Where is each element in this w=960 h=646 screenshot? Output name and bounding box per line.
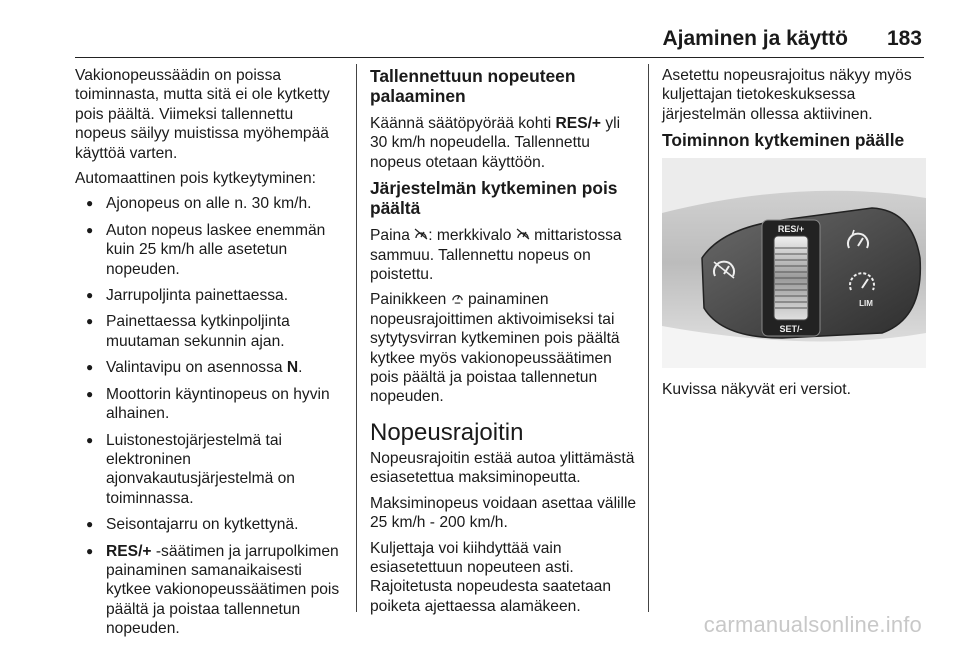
list-item: ● Luistonestojärjestelmä tai elektroninen ajonvakautusjärjestelmä on toiminnassa. <box>75 431 347 509</box>
column-divider-1 <box>356 64 357 612</box>
list-item-text: -säätimen ja jarrupolkimen painaminen samanaikaisesti kytkee vakionopeussäätimen pois päältä ja poistaa tallennetun nopeuden. <box>106 542 340 638</box>
list-item: ● Moottorin käyntinopeus on hyvin alhainen. <box>75 385 347 424</box>
res-label: RES/+ <box>555 115 602 132</box>
list-item: ● Seisontajarru on kytkettynä. <box>75 515 347 534</box>
list-item: ● Auton nopeus laskee enemmän kuin 25 km/h alle asetetun nopeuden. <box>75 221 347 279</box>
list-item <box>75 358 347 377</box>
header-divider <box>75 57 924 58</box>
steering-wheel-controls-image <box>662 158 926 368</box>
column-divider-2 <box>648 64 649 612</box>
list-item-text: Valintavipu on asennossa <box>106 359 287 377</box>
column-1 <box>75 66 347 646</box>
heading-switch-on: Toiminnon kytkeminen päälle <box>662 130 905 151</box>
res-label: RES/+ <box>106 542 152 560</box>
page-header <box>0 0 960 58</box>
column-2 <box>370 66 638 622</box>
text-run: yli 30 km/h nopeudella. Tallennettu nopeus otetaan käyttöön. <box>370 115 621 171</box>
list-item: ● Ajonopeus on alle n. 30 km/h. <box>75 194 347 213</box>
limiter-paragraph-2: Maksiminopeus voidaan asettaa välille 25 km/h - 200 km/h. <box>370 494 637 532</box>
text-run: Painikkeen <box>370 291 451 309</box>
speed-limiter-icon <box>451 291 464 304</box>
chapter-title: Ajaminen ja käyttö <box>662 27 848 50</box>
watermark: carmanualsonline.info <box>703 612 922 637</box>
res-plus-figure-label: RES/+ <box>777 224 805 235</box>
auto-off-list <box>75 194 347 638</box>
heading-switch-off: Järjestelmän kytkeminen pois päältä <box>370 178 618 219</box>
heading-resume-speed: Tallennettuun nopeuteen palaaminen <box>370 66 576 106</box>
lim-figure-label: LIM <box>859 299 873 309</box>
text-run: mittaristossa sammuu. Tallennettu nopeus on poistettu. <box>370 227 622 284</box>
display-paragraph: Asetettu nopeusrajoitus näkyy myös kuljettajan tietokeskuksessa järjestelmän ollessa aktiivinen. <box>662 67 912 123</box>
list-item: ● Jarrupoljinta painettaessa. <box>75 286 347 305</box>
set-minus-figure-label: SET/- <box>779 324 803 335</box>
page-number: 183 <box>886 27 922 50</box>
column-3 <box>662 66 930 406</box>
switch-off-paragraph <box>370 226 638 284</box>
intro-paragraph: Vakionopeussäädin on poissa toiminnasta, mutta sitä ei ole kytketty pois päältä. Viimeksi tallennettu nopeus säilyy muistissa myöhempää käyttöä varten. <box>75 67 330 162</box>
text-run: Käännä säätöpyörää kohti <box>370 115 556 132</box>
text-run: painaminen nopeusrajoittimen aktivoimiseksi tai sytytysvirran kytkeminen pois päältä kytkee myös vakionopeussäätimen pois päältä ja poistaa tallennetun nopeuden. <box>370 291 620 406</box>
resume-paragraph <box>370 114 638 172</box>
figure-caption: Kuvissa näkyvät eri versiot. <box>662 381 851 399</box>
auto-off-label: Automaattinen pois kytkeytyminen: <box>75 170 316 188</box>
cruise-control-off-icon <box>516 228 530 240</box>
text-run: : merkkivalo <box>428 227 516 245</box>
limiter-paragraph-3: Kuljettaja voi kiihdyttää vain esiasetettuun nopeuteen asti. Rajoitetusta nopeudesta saatetaan poiketa ajettaessa alamäkeen. <box>370 539 612 615</box>
limiter-paragraph-1: Nopeusrajoitin estää autoa ylittämästä esiasetettua maksiminopeutta. <box>370 449 635 487</box>
limiter-button-paragraph <box>370 290 638 406</box>
list-item: ● Painettaessa kytkinpoljinta muutaman sekunnin ajan. <box>75 312 347 351</box>
period: . <box>298 359 303 377</box>
gear-n-label: N <box>286 359 299 377</box>
text-run: Paina <box>370 227 415 245</box>
steering-wheel-controls-figure <box>662 158 926 368</box>
section-title-speed-limiter: Nopeusrajoitin <box>370 418 524 446</box>
list-item <box>75 542 347 639</box>
cruise-control-off-icon <box>414 228 428 240</box>
